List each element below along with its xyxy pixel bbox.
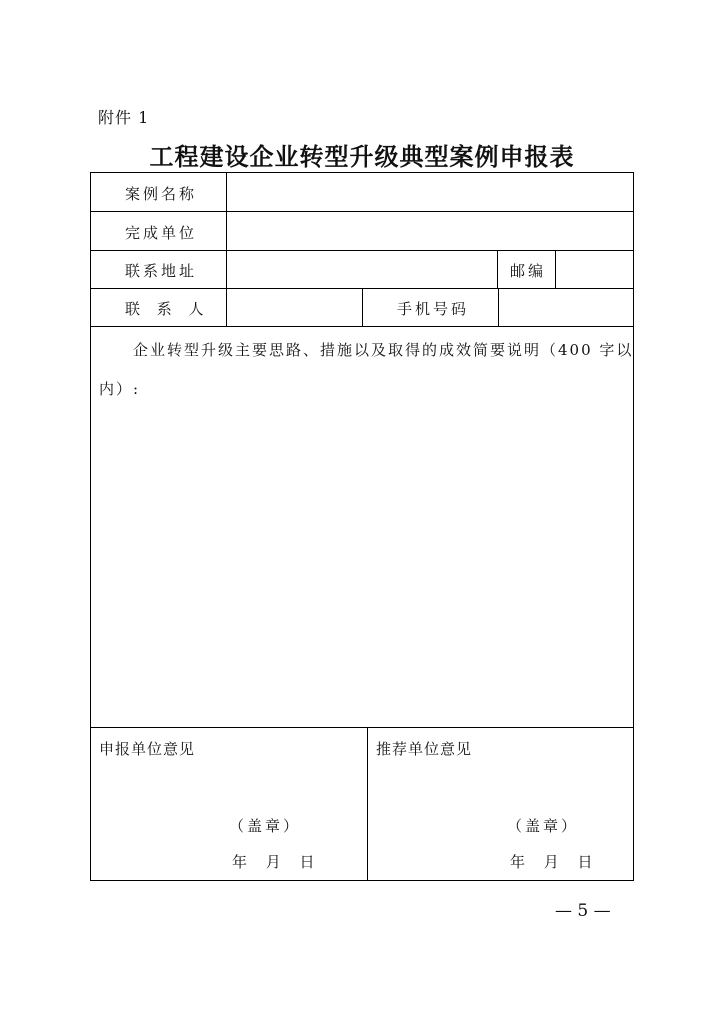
recommender-date-label: 年 月 日 (510, 853, 593, 871)
row-divider (91, 727, 633, 728)
label-column-divider (226, 173, 227, 326)
row-divider (91, 326, 633, 327)
phone-label: 手机号码 (397, 300, 470, 318)
postcode-divider (555, 250, 556, 288)
postcode-label: 邮编 (510, 262, 547, 280)
case-name-label: 案例名称 (125, 185, 198, 203)
opinion-divider (367, 727, 368, 881)
phone-divider (498, 288, 499, 326)
recommender-seal-label: （盖章） (507, 817, 580, 835)
postcode-divider (497, 250, 498, 288)
page-number: — 5 — (555, 901, 611, 921)
contact-label: 联 系 人 (125, 300, 210, 318)
phone-divider (362, 288, 363, 326)
row-divider (91, 250, 633, 251)
address-label: 联系地址 (125, 262, 198, 280)
row-divider (91, 211, 633, 212)
applicant-date-label: 年 月 日 (232, 853, 315, 871)
application-form-table (90, 172, 634, 881)
applicant-seal-label: （盖章） (229, 817, 302, 835)
description-prompt-line-2: 内）: (99, 380, 141, 398)
recommender-opinion-label: 推荐单位意见 (376, 740, 473, 758)
unit-label: 完成单位 (125, 224, 198, 242)
description-prompt-line-1: 企业转型升级主要思路、措施以及取得的成效简要说明（400 字以 (133, 341, 634, 359)
applicant-opinion-label: 申报单位意见 (99, 740, 196, 758)
form-title: 工程建设企业转型升级典型案例申报表 (149, 142, 575, 171)
attachment-label: 附件 1 (98, 108, 150, 127)
